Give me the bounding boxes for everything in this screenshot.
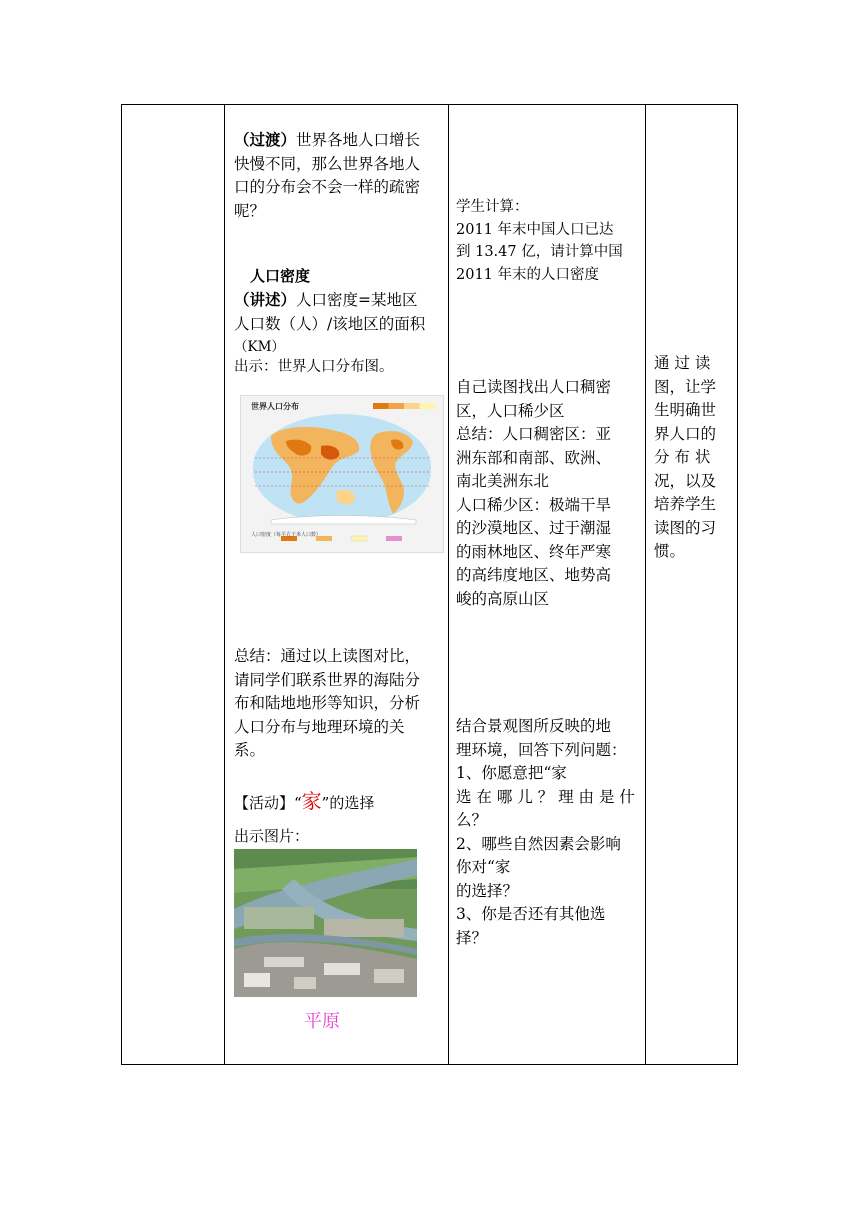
activity-home-word: 家 <box>301 789 322 813</box>
question-line-6: 2、哪些自然因素会影响 <box>456 834 621 853</box>
calc-line-3: 到 13.47 亿，请计算中国 <box>456 244 623 260</box>
map-legend-note: 人口密度（每平方千米人口数） <box>251 532 322 538</box>
calc-line-1: 学生计算： <box>456 199 529 215</box>
activity-suffix: ”的选择 <box>321 794 375 812</box>
lecture-line-3: （KM） <box>234 339 285 355</box>
table-right-border <box>737 104 738 1065</box>
column-divider-1 <box>224 104 225 1065</box>
summary-line-2: 请同学们联系世界的海陆分 <box>234 670 421 689</box>
read-line-2: 区，人口稀少区 <box>456 401 565 420</box>
question-line-10: 择？ <box>456 928 488 947</box>
intent-paragraph <box>654 352 734 564</box>
question-line-5: 么？ <box>456 811 488 829</box>
map-title: 世界人口分布 <box>251 402 299 411</box>
photo-caption-plain: 平原 <box>304 1011 340 1032</box>
read-line-10: 峻的高原山区 <box>456 589 550 608</box>
question-line-1: 结合景观图所反映的地 <box>456 717 612 735</box>
intent-line-9: 惯。 <box>654 542 686 560</box>
table-left-border <box>121 104 122 1065</box>
transition-line-2: 快慢不同，那么世界各地人 <box>234 154 421 173</box>
intent-line-8: 读图的习 <box>654 518 717 537</box>
transition-paragraph <box>234 128 444 223</box>
intent-line-5: 分 布 状 <box>654 448 711 466</box>
transition-line-3: 口的分布会不会一样的疏密 <box>234 178 421 196</box>
activity-prefix: 【活动】“ <box>234 794 302 812</box>
lecture-line-2: 人口数（人）/该地区的面积 <box>234 314 426 333</box>
column-divider-3 <box>645 104 646 1065</box>
intent-line-3: 生明确世 <box>654 401 717 419</box>
summary-line-5: 系。 <box>234 741 266 759</box>
plain-landscape-image <box>234 849 417 997</box>
read-line-7: 的沙漠地区、过于潮湿 <box>456 519 612 537</box>
transition-line-4: 呢？ <box>234 201 266 220</box>
lecture-paragraph <box>234 288 444 358</box>
intent-line-7: 培养学生 <box>654 495 717 513</box>
intent-line-6: 况，以及 <box>654 471 717 490</box>
questions-paragraph <box>456 715 642 950</box>
transition-line-1: 世界各地人口增长 <box>296 131 421 149</box>
section-heading-density: 人口密度 <box>250 267 311 285</box>
read-line-9: 的高纬度地区、地势高 <box>456 566 612 584</box>
show-pictures-line: 出示图片： <box>234 827 310 845</box>
summary-line-3: 布和陆地地形等知识，分析 <box>234 694 421 712</box>
question-line-2: 理环境，回答下列问题： <box>456 740 627 759</box>
map-landmasses <box>241 396 443 552</box>
read-line-3: 总结：人口稠密区：亚 <box>456 425 612 443</box>
question-line-3: 1、你愿意把“家 <box>456 764 567 782</box>
calc-line-4: 2011 年末的人口密度 <box>456 266 600 283</box>
plain-landscape-photo <box>234 849 417 997</box>
question-line-9: 3、你是否还有其他选 <box>456 905 606 923</box>
calc-line-2: 2011 年末中国人口已达 <box>456 221 614 238</box>
intent-line-1: 通 过 读 <box>654 354 711 372</box>
read-line-5: 南北美洲东北 <box>456 472 550 490</box>
intent-line-4: 界人口的 <box>654 424 717 443</box>
question-line-8: 的选择？ <box>456 881 519 900</box>
reading-paragraph <box>456 376 642 611</box>
summary-paragraph <box>234 645 442 763</box>
read-line-8: 的雨林地区、终年严寒 <box>456 542 612 561</box>
calc-paragraph <box>456 196 642 286</box>
transition-tag: （过渡） <box>234 130 297 149</box>
read-line-1: 自己读图找出人口稠密 <box>456 378 612 396</box>
read-line-6: 人口稀少区：极端干旱 <box>456 495 612 514</box>
question-line-7: 你对“家 <box>456 858 511 876</box>
activity-line <box>234 790 374 816</box>
question-line-4: 选 在 哪 儿 ？ 理 由 是 什 <box>456 787 635 806</box>
intent-line-2: 图，让学 <box>654 377 717 396</box>
column-divider-2 <box>448 104 449 1065</box>
read-line-4: 洲东部和南部、欧洲、 <box>456 448 612 467</box>
lecture-tag: （讲述） <box>234 290 297 309</box>
summary-line-4: 人口分布与地理环境的关 <box>234 717 405 736</box>
summary-line-1: 总结：通过以上读图对比， <box>234 647 421 665</box>
show-map-line: 出示：世界人口分布图。 <box>234 359 394 375</box>
world-population-map <box>240 395 444 553</box>
lecture-line-1: 人口密度=某地区 <box>296 291 418 309</box>
